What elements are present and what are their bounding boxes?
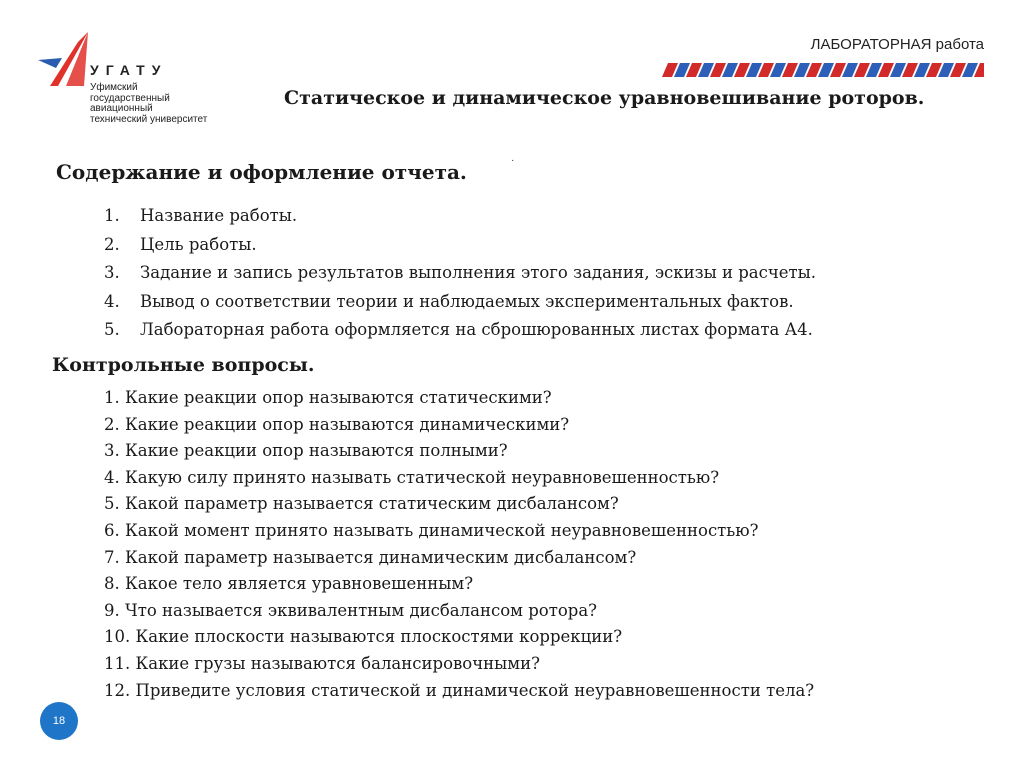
report-heading: Содержание и оформление отчета. [56, 160, 467, 184]
list-item: 3. Задание и запись результатов выполнения этого задания, эскизы и расчеты. [104, 263, 817, 282]
logo-abbreviation: УГАТУ [90, 62, 168, 78]
question-item: 6. Какой момент принято называть динамической неуравновешенностью? [104, 520, 759, 540]
report-list [104, 202, 816, 345]
stray-dot: · [511, 155, 515, 166]
questions-list [104, 385, 814, 704]
ugatu-logo-icon [38, 32, 90, 86]
lab-work-label: ЛАБОРАТОРНАЯ работа [810, 36, 984, 53]
question-item: 3. Какие реакции опор называются полными? [104, 441, 508, 461]
question-item: 11. Какие грузы называются балансировочными? [104, 653, 540, 673]
question-item: 10. Какие плоскости называются плоскостями коррекции? [104, 627, 623, 647]
question-item: 1. Какие реакции опор называются статическими? [104, 388, 552, 407]
list-item: 2. Цель работы. [104, 234, 257, 254]
slide-title: Статическое и динамическое уравновешивание роторов. [284, 87, 925, 109]
list-item: 4. Вывод о соответствии теории и наблюдаемых экспериментальных фактов. [104, 291, 794, 311]
question-item: 2. Какие реакции опор называются динамическими? [104, 414, 570, 434]
question-item: 5. Какой параметр называется статическим дисбалансом? [104, 494, 619, 514]
question-item: 4. Какую силу принято называть статической неуравновешенностью? [104, 467, 720, 487]
university-logo [38, 32, 208, 152]
questions-heading: Контрольные вопросы. [52, 354, 315, 376]
list-item: 1. Название работы. [104, 206, 298, 225]
page-number-badge: 18 [40, 702, 78, 740]
question-item: 12. Приведите условия статической и динамической неуравновешенности тела? [104, 680, 815, 700]
list-item: 5. Лабораторная работа оформляется на сброшюрованных листах формата А4. [104, 320, 813, 339]
question-item: 8. Какое тело является уравновешенным? [104, 574, 474, 594]
decorative-stripes [662, 63, 984, 77]
question-item: 7. Какой параметр называется динамическим дисбалансом? [104, 547, 637, 567]
logo-university-name: Уфимский государственный авиационный технический университет [90, 82, 208, 125]
question-item: 9. Что называется эквивалентным дисбалансом ротора? [104, 600, 598, 620]
